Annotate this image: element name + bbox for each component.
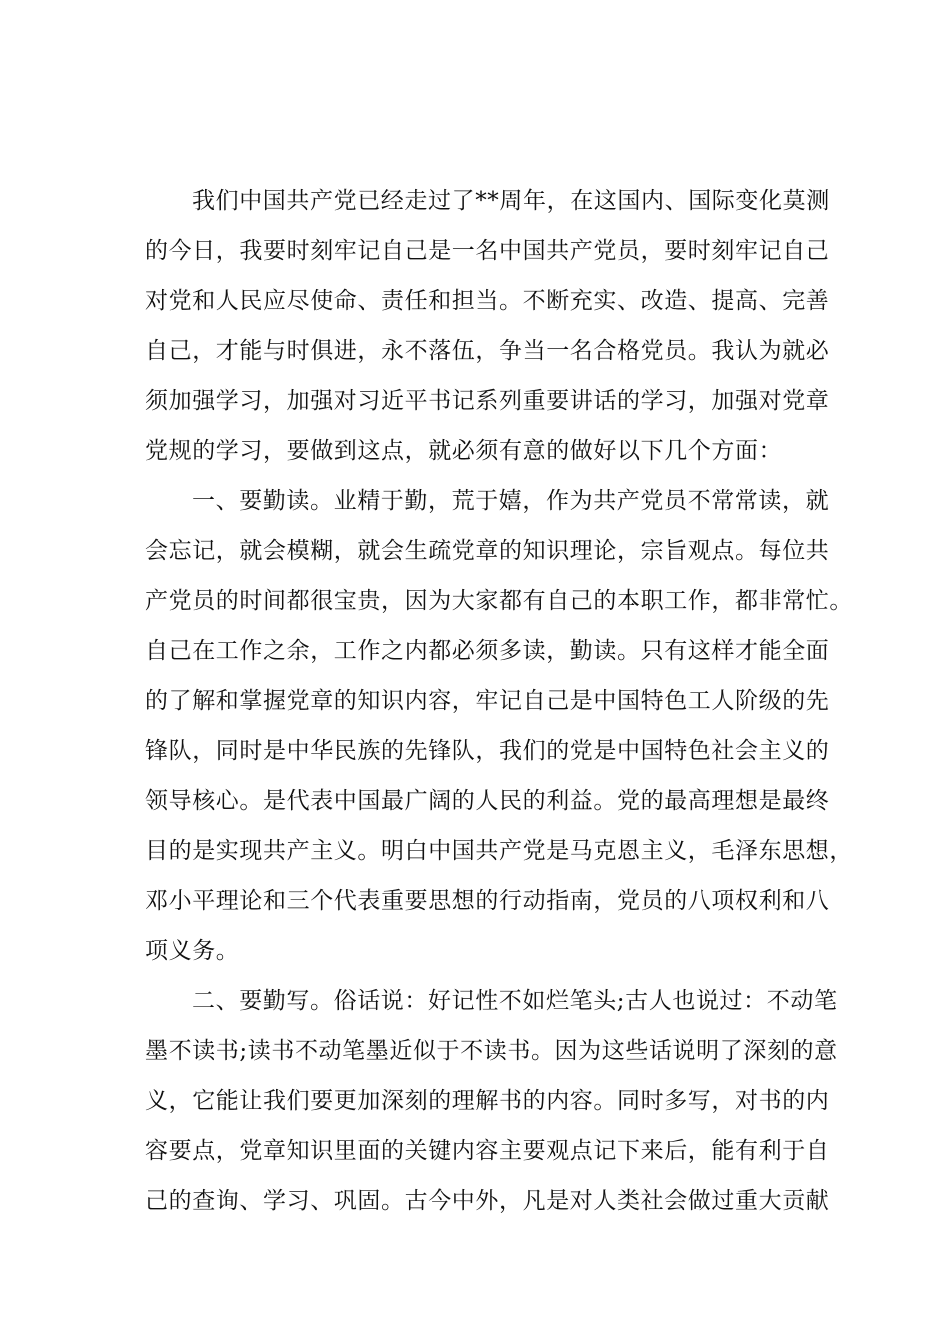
- text-line: 义，它能让我们要更加深刻的理解书的内容。同时多写，对书的内: [145, 1088, 830, 1114]
- text-line: 产党员的时间都很宝贵，因为大家都有自己的本职工作，都非常忙。: [145, 588, 853, 614]
- text-line: 的今日，我要时刻牢记自己是一名中国共产党员，要时刻牢记自己: [145, 238, 830, 264]
- text-line: 锋队，同时是中华民族的先锋队，我们的党是中国特色社会主义的: [145, 738, 830, 764]
- text-line: 对党和人民应尽使命、责任和担当。不断充实、改造、提高、完善: [145, 288, 830, 314]
- text-line: 墨不读书;读书不动笔墨近似于不读书。因为这些话说明了深刻的意: [145, 1038, 838, 1064]
- text-line: 须加强学习，加强对习近平书记系列重要讲话的学习，加强对党章: [145, 388, 830, 414]
- text-line: 领导核心。是代表中国最广阔的人民的利益。党的最高理想是最终: [145, 788, 830, 814]
- text-line: 的了解和掌握党章的知识内容，牢记自己是中国特色工人阶级的先: [145, 688, 830, 714]
- text-line: 己的查询、学习、巩固。古今中外，凡是对人类社会做过重大贡献: [145, 1188, 830, 1214]
- text-line: 党规的学习，要做到这点，就必须有意的做好以下几个方面：: [145, 438, 783, 464]
- text-line: 邓小平理论和三个代表重要思想的行动指南，党员的八项权利和八: [145, 888, 830, 914]
- text-line: 目的是实现共产主义。明白中国共产党是马克恩主义，毛泽东思想，: [145, 838, 853, 864]
- text-line: 二、要勤写。俗话说：好记性不如烂笔头;古人也说过：不动笔: [192, 988, 838, 1014]
- text-line: 会忘记，就会模糊，就会生疏党章的知识理论，宗旨观点。每位共: [145, 538, 830, 564]
- text-line: 一、要勤读。业精于勤，荒于嬉，作为共产党员不常常读，就: [192, 488, 830, 514]
- text-line: 我们中国共产党已经走过了**周年，在这国内、国际变化莫测: [192, 188, 830, 214]
- text-line: 自己在工作之余，工作之内都必须多读，勤读。只有这样才能全面: [145, 638, 830, 664]
- text-line: 容要点，党章知识里面的关键内容主要观点记下来后，能有利于自: [145, 1138, 830, 1164]
- text-line: 自己，才能与时俱进，永不落伍，争当一名合格党员。我认为就必: [145, 338, 830, 364]
- text-line: 项义务。: [145, 938, 240, 964]
